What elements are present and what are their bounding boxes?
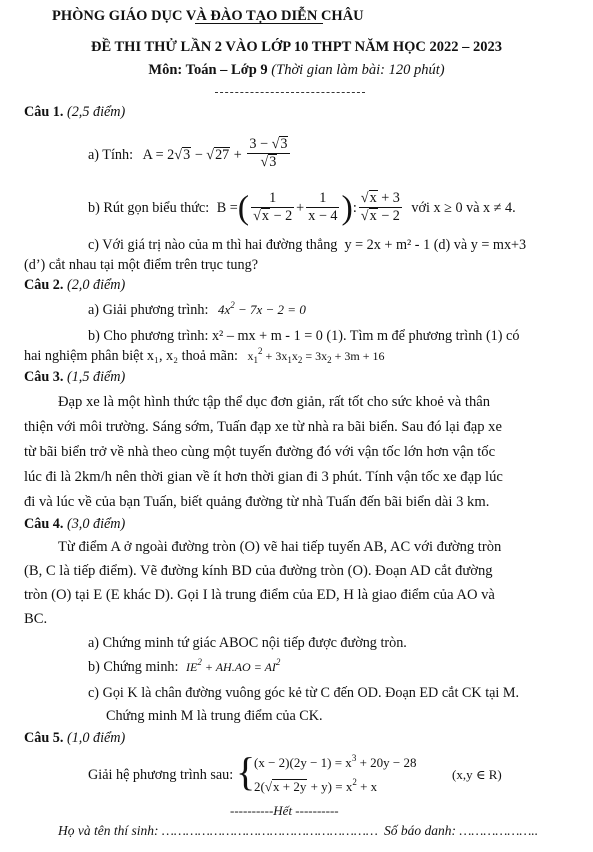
q4-line-1: Từ điểm A ở ngoài đường tròn (O) vẽ hai tiếp tuyến AB, AC với đường tròn — [58, 539, 502, 555]
exam-title: ĐỀ THI THỬ LẦN 2 VÀO LỚP 10 THPT NĂM HỌC 2022 – 2023 — [90, 39, 503, 55]
q4-line-4: BC. — [24, 611, 48, 627]
q3-line-2: thiện với môi trường. Sáng sớm, Tuấn đạp xe từ nhà ra bãi biển. Sau đó lại đạp xe — [24, 419, 502, 435]
q1c-line2: (d’) cắt nhau tại một điểm trên trục tung? — [24, 257, 259, 273]
q4c-line1: c) Gọi K là chân đường vuông góc kẻ từ C đến OD. Đoạn ED cắt CK tại M. — [88, 685, 520, 701]
q1b-expression: B =( $\frac{1}{√x - 2}$ + $\frac{1}{x - 4}$ ): $\frac{√x + 3}{√x - 2}$ — [216, 189, 400, 227]
q2a: a) Giải phương trình: $4x^2 - 7x - 2 = 0$ — [88, 300, 306, 318]
q2b-line1: b) Cho phương trình: x² – mx + m - 1 = 0 (1). Tìm m để phương trình (1) có — [88, 328, 520, 344]
q1a: a) Tính: A = 2√3 − √27 + $\frac{3 - √3}{√3}$ — [88, 138, 292, 173]
q1a-expression: A = 2√3 − √27 + $\frac{3 - √3}{√3}$ — [143, 147, 293, 163]
candidate-name-field: Họ và tên thí sinh: ……………………………………………… — [58, 823, 378, 838]
q5-condition: (x,y ∈ R) — [452, 767, 502, 782]
q2-heading: Câu 2. (2,0 điểm) — [24, 277, 126, 293]
subject-line: Môn: Toán – Lớp 9 (Thời gian làm bài: 120 phút) — [148, 62, 445, 78]
q4-line-3: tròn (O) tại E (E khác D). Gọi I là trung điểm của ED, H là giao điểm của AO và — [24, 587, 495, 603]
q5-heading: Câu 5. (1,0 điểm) — [24, 730, 126, 746]
education-office: PHÒNG GIÁO DỤC VÀ ĐÀO TẠO DIỄN CHÂU — [52, 8, 364, 24]
q4c-line2: Chứng minh M là trung điểm của CK. — [106, 708, 323, 724]
q1c-line1: c) Với giá trị nào của m thì hai đường thẳng y = 2x + m² - 1 (d) và y = mx+3 — [88, 237, 527, 253]
candidate-id-field: Số báo danh: ……………….. — [384, 823, 539, 838]
q3-line-4: lúc đi là 2km/h nên thời gian về ít hơn thời gian đi 3 phút. Tính vận tốc xe đạp lúc — [24, 469, 503, 485]
system-brace: { — [236, 749, 256, 794]
q5-equation-2: $2(√x + 2y + y) = x^2 + x$ — [254, 777, 378, 794]
q5-equation-1: $(x - 2)(2y - 1) = x^3 + 20y - 28$ — [254, 753, 417, 770]
q3-line-5: đi và lúc về của bạn Tuấn, biết quảng đường từ nhà Tuấn đến bãi biển dài 3 km. — [24, 494, 490, 510]
end-marker: ----------Hết ---------- — [230, 803, 339, 818]
q3-heading: Câu 3. (1,5 điểm) — [24, 369, 126, 385]
q4a: a) Chứng minh tứ giác ABOC nội tiếp được đường tròn. — [88, 635, 407, 651]
office-underline — [195, 23, 323, 24]
q3-line-1: Đạp xe là một hình thức tập thể dục đơn giản, rất tốt cho sức khoẻ và thân — [58, 394, 491, 410]
q1-heading: Câu 1. (2,5 điểm) — [24, 104, 126, 120]
q5-text: Giải hệ phương trình sau: — [88, 767, 234, 783]
q4b: b) Chứng minh: $IE^2 + AH.AO = AI^2$ — [88, 657, 281, 675]
q1b: b) Rút gọn biểu thức: B =( $\frac{1}{√x - 2}$ + $\frac{1}{x - 4}$ ): $\frac{√x + 3}{√x - 2}$ với x ≥ 0 và x ≠ 4. — [88, 189, 516, 227]
q3-line-3: từ bãi biển trở về nhà theo cùng một tuyến đường đó với vận tốc lớn hơn vận tốc — [24, 444, 496, 460]
q4-line-2: (B, C là tiếp điểm). Vẽ đường kính BD của đường tròn (O). Đoạn AD cắt đường — [24, 563, 493, 579]
q2b-line2: hai nghiệm phân biệt x₁, x₂ thoả mãn: $x_1^2 + 3x_1x_2 = 3x_2 + 3m + 16$ — [24, 346, 385, 365]
q4-heading: Câu 4. (3,0 điểm) — [24, 516, 126, 532]
header-divider — [215, 92, 365, 93]
